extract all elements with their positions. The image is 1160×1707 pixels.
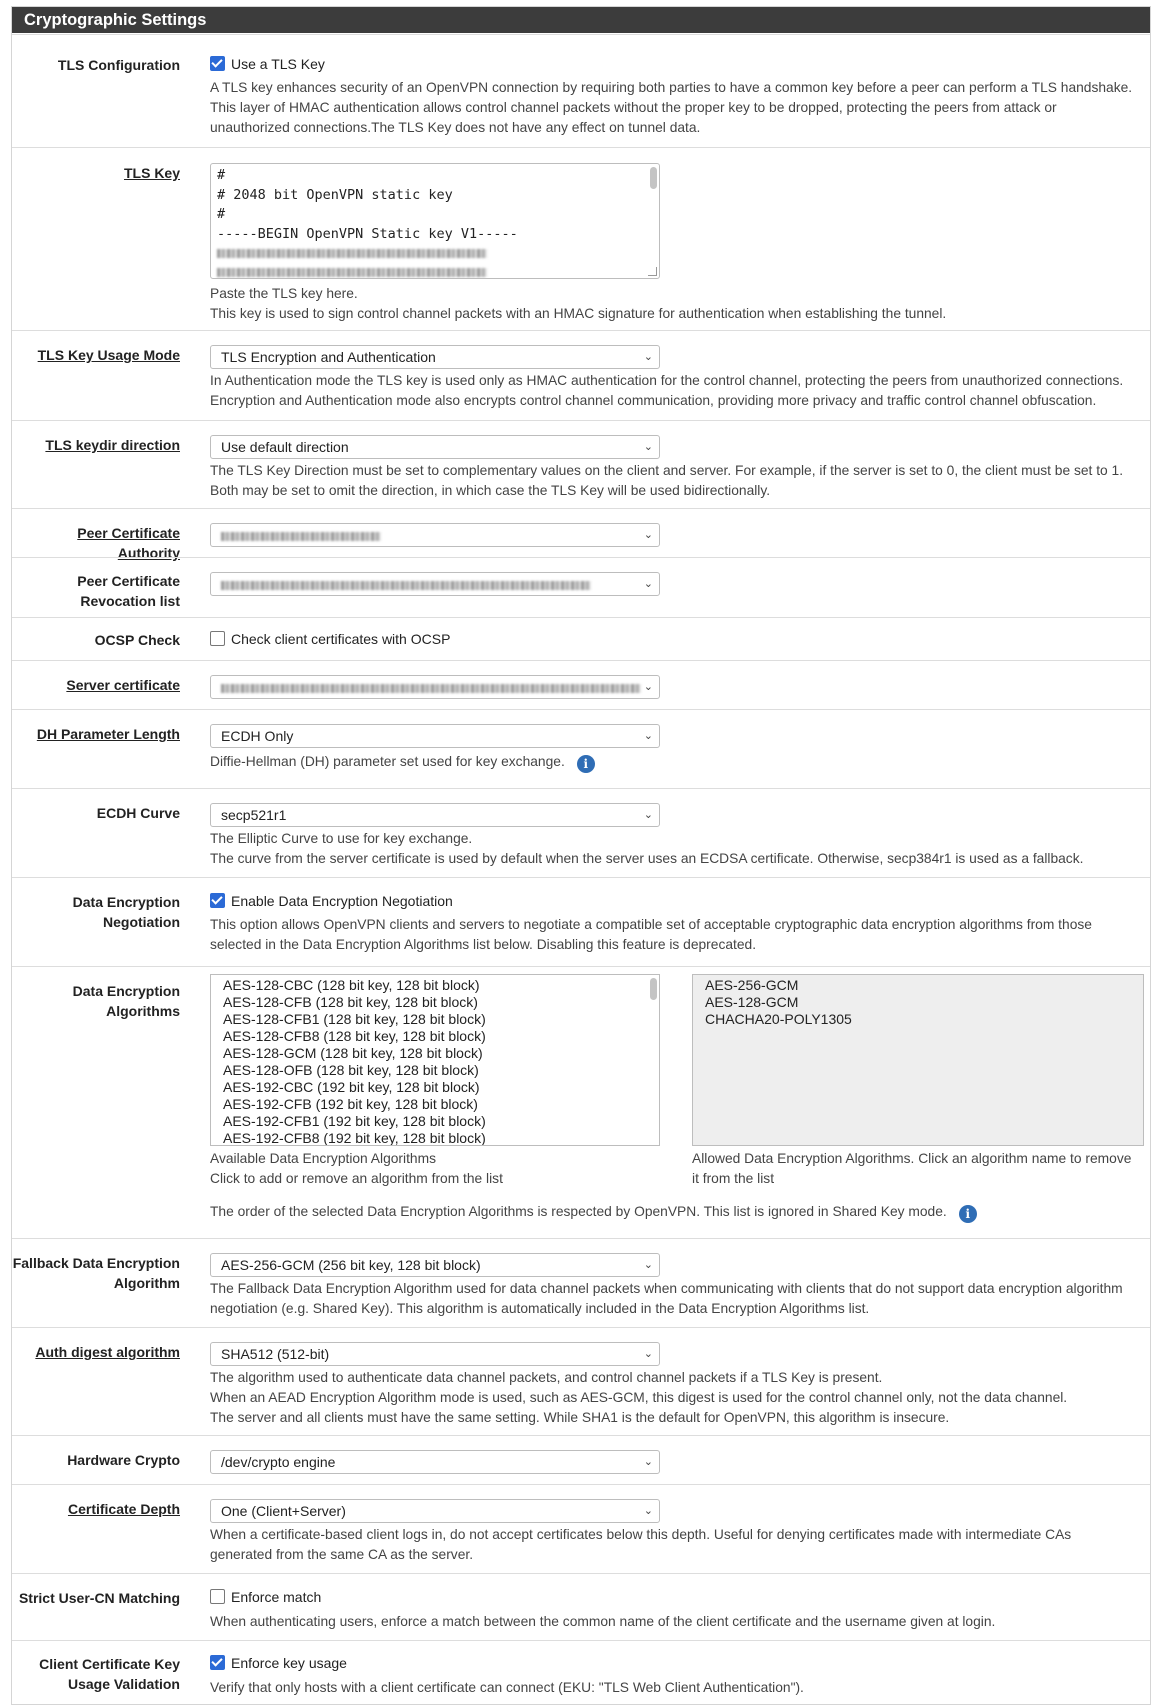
resize-handle-icon[interactable] [648, 267, 657, 276]
auth-digest-help: The algorithm used to authenticate data channel packets, and control channel packets if a TLS Key is present. When an AEAD Encryption Algorithm mode is used, such as AES-GCM, this digest is used for the control channel only, not the data channel. The server and all clients must have the same setting. While SHA1 is the default for OpenVPN, this algorithm is insecure. [210, 1370, 1068, 1425]
redacted-key-line [217, 264, 653, 280]
use-tls-key-checkbox[interactable]: Use a TLS Key [210, 56, 325, 73]
allowed-algorithms-help: Allowed Data Encryption Algorithms. Click an algorithm name to remove it from the list [692, 1151, 1132, 1186]
hardware-crypto-select[interactable]: /dev/crypto engine ⌄ [210, 1450, 660, 1474]
info-circle-icon[interactable]: i [959, 1205, 977, 1223]
dh-parameter-length-select[interactable]: ECDH Only ⌄ [210, 724, 660, 748]
redacted-value [221, 684, 641, 693]
client-key-usage-label: Client Certificate Key Usage Validation [39, 1656, 180, 1692]
chevron-down-icon: ⌄ [643, 681, 653, 693]
dh-help: Diffie-Hellman (DH) parameter set used for key exchange. i [210, 752, 595, 773]
info-circle-icon[interactable]: i [577, 755, 595, 773]
row-dh-parameter-length [12, 709, 1150, 789]
redacted-key-line [217, 244, 653, 264]
scrollbar[interactable] [650, 978, 657, 1000]
row-tls-configuration [12, 34, 1150, 148]
chevron-down-icon: ⌄ [643, 351, 653, 363]
enforce-match-checkbox[interactable]: Enforce match [210, 1589, 321, 1606]
list-item[interactable]: AES-128-GCM (128 bit key, 128 bit block) [223, 1045, 483, 1061]
chevron-down-icon: ⌄ [643, 578, 653, 590]
row-client-key-usage [12, 1640, 1150, 1705]
list-item[interactable]: AES-128-CFB (128 bit key, 128 bit block) [223, 994, 478, 1010]
tls-key-help: Paste the TLS key here. This key is used to sign control channel packets with an HMAC signature for authentication when establishing the tunnel. [210, 286, 947, 321]
server-certificate-label[interactable]: Server certificate [66, 677, 180, 693]
row-tls-key [12, 147, 1150, 331]
chevron-down-icon: ⌄ [643, 730, 653, 742]
data-encryption-algorithms-label: Data Encryption Algorithms [72, 983, 180, 1019]
row-server-certificate [12, 660, 1150, 710]
certificate-depth-select[interactable]: One (Client+Server) ⌄ [210, 1499, 660, 1523]
hardware-crypto-label: Hardware Crypto [67, 1452, 180, 1468]
tls-configuration-help: A TLS key enhances security of an OpenVPN connection by requiring both parties to have a common key before a peer can perform a TLS handshake. This layer of HMAC authentication allows control channel packets without the proper key to be dropped, protecting the peers from attack or unauthorized connections.The TLS Key does not have any effect on tunnel data. [210, 80, 1133, 135]
row-data-encryption-negotiation [12, 877, 1150, 967]
chevron-down-icon: ⌄ [643, 1348, 653, 1360]
chevron-down-icon: ⌄ [643, 529, 653, 541]
algorithms-order-help: The order of the selected Data Encryption Algorithms is respected by OpenVPN. This list is ignored in Shared Key mode. i [210, 1202, 977, 1223]
available-algorithms-list[interactable] [210, 974, 660, 1146]
ocsp-check-label: OCSP Check [94, 632, 180, 648]
tls-keydir-help: The TLS Key Direction must be set to complementary values on the client and server. For example, if the server is set to 0, the client must be set to 1. Both may be set to omit the direction, in which case the TLS Key will be used bidirectionally. [210, 463, 1124, 498]
tls-key-usage-mode-label[interactable]: TLS Key Usage Mode [37, 347, 180, 363]
ecdh-curve-select[interactable]: secp521r1 ⌄ [210, 803, 660, 827]
list-item[interactable]: AES-192-CFB8 (192 bit key, 128 bit block) [223, 1130, 486, 1146]
client-key-usage-help: Verify that only hosts with a client certificate can connect (EKU: "TLS Web Client Authentication"). [210, 1680, 804, 1695]
chevron-down-icon: ⌄ [643, 441, 653, 453]
list-item[interactable]: AES-192-CFB (192 bit key, 128 bit block) [223, 1096, 478, 1112]
peer-ca-label[interactable]: Peer Certificate Authority [77, 525, 180, 561]
row-strict-user-cn [12, 1573, 1150, 1641]
fallback-algorithm-help: The Fallback Data Encryption Algorithm used for data channel packets when communicating with clients that do not support data encryption algorithm negotiation (e.g. Shared Key). This algorithm is automatically included in the Data Encryption Algorithms list. [210, 1281, 1123, 1316]
row-auth-digest [12, 1327, 1150, 1436]
list-item[interactable]: AES-128-GCM [705, 994, 799, 1010]
enforce-key-usage-checkbox[interactable]: Enforce key usage [210, 1655, 347, 1672]
chevron-down-icon: ⌄ [643, 1505, 653, 1517]
tls-key-textarea[interactable]: # # 2048 bit OpenVPN static key # -----BEGIN OpenVPN Static key V1----- [210, 163, 660, 279]
strict-user-cn-help: When authenticating users, enforce a match between the common name of the client certificate and the username given at login. [210, 1614, 996, 1629]
tls-key-usage-mode-select[interactable]: TLS Encryption and Authentication ⌄ [210, 345, 660, 369]
ecdh-help: The Elliptic Curve to use for key exchange. The curve from the server certificate is used by default when the server uses an ECDSA certificate. Otherwise, secp384r1 is used as a fallback. [210, 831, 1084, 866]
data-encryption-negotiation-help: This option allows OpenVPN clients and servers to negotiate a compatible set of acceptable cryptographic data encryption algorithms from those selected in the Data Encryption Algorithms list below. Disabling this feature is deprecated. [210, 917, 1092, 952]
server-certificate-select[interactable] [210, 675, 660, 699]
auth-digest-select[interactable]: SHA512 (512-bit) ⌄ [210, 1342, 660, 1366]
peer-crl-label: Peer Certificate Revocation list [77, 573, 180, 609]
certificate-depth-help: When a certificate-based client logs in, do not accept certificates below this depth. Useful for denying certificates made with intermediate CAs generated from the same CA as the server. [210, 1527, 1072, 1562]
checkbox-unchecked-icon[interactable] [210, 631, 225, 646]
strict-user-cn-label: Strict User-CN Matching [18, 1590, 180, 1606]
dh-parameter-length-label[interactable]: DH Parameter Length [36, 726, 180, 742]
ecdh-curve-label: ECDH Curve [96, 805, 180, 821]
list-item[interactable]: AES-128-CBC (128 bit key, 128 bit block) [223, 977, 480, 993]
row-certificate-depth [12, 1484, 1150, 1574]
fallback-algorithm-label: Fallback Data Encryption Algorithm [12, 1255, 180, 1291]
redacted-value [221, 581, 591, 590]
ocsp-checkbox[interactable]: Check client certificates with OCSP [210, 631, 450, 648]
row-peer-crl [12, 557, 1150, 618]
allowed-algorithms-list[interactable] [692, 974, 1144, 1146]
tls-keydir-label[interactable]: TLS keydir direction [45, 437, 180, 453]
list-item[interactable]: AES-192-CFB1 (192 bit key, 128 bit block) [223, 1113, 486, 1129]
available-algorithms-help: Available Data Encryption Algorithms Click to add or remove an algorithm from the list [210, 1151, 503, 1186]
data-encryption-negotiation-label: Data Encryption Negotiation [72, 894, 180, 930]
row-tls-keydir [12, 420, 1150, 509]
data-encryption-negotiation-checkbox[interactable]: Enable Data Encryption Negotiation [210, 893, 453, 910]
tls-configuration-label: TLS Configuration [57, 57, 180, 73]
list-item[interactable]: AES-128-CFB8 (128 bit key, 128 bit block) [223, 1028, 486, 1044]
chevron-down-icon: ⌄ [643, 809, 653, 821]
fallback-algorithm-select[interactable]: AES-256-GCM (256 bit key, 128 bit block) ⌄ [210, 1253, 660, 1277]
checkbox-checked-icon[interactable] [210, 56, 225, 71]
row-tls-key-usage-mode [12, 330, 1150, 421]
certificate-depth-label[interactable]: Certificate Depth [67, 1501, 180, 1517]
row-hardware-crypto [12, 1435, 1150, 1485]
auth-digest-label[interactable]: Auth digest algorithm [35, 1344, 180, 1360]
row-peer-ca [12, 508, 1150, 561]
scrollbar[interactable] [650, 167, 657, 189]
row-fallback-data-encryption [12, 1238, 1150, 1328]
list-item[interactable]: AES-256-GCM [705, 977, 799, 993]
row-data-encryption-algorithms [12, 966, 1150, 1239]
tls-key-usage-help: In Authentication mode the TLS key is used only as HMAC authentication for the control channel, protecting the peers from unauthorized connections. Encryption and Authentication mode also encrypts control channel communication, providing more privacy and traffic control channel obfuscation. [210, 373, 1124, 408]
tls-keydir-select[interactable]: Use default direction ⌄ [210, 435, 660, 459]
checkbox-checked-icon[interactable] [210, 893, 225, 908]
list-item[interactable]: AES-128-OFB (128 bit key, 128 bit block) [223, 1062, 479, 1078]
redacted-value [221, 532, 381, 541]
tls-key-label[interactable]: TLS Key [123, 165, 180, 181]
cryptographic-settings-panel [11, 6, 1151, 1705]
peer-ca-select[interactable] [210, 523, 660, 547]
chevron-down-icon: ⌄ [643, 1456, 653, 1468]
checkbox-unchecked-icon[interactable] [210, 1589, 225, 1604]
panel-title: Cryptographic Settings [12, 7, 1150, 33]
row-ecdh-curve [12, 788, 1150, 878]
list-item[interactable]: AES-192-CBC (192 bit key, 128 bit block) [223, 1079, 480, 1095]
row-ocsp-check [12, 617, 1150, 661]
peer-crl-select[interactable] [210, 572, 660, 596]
list-item[interactable]: CHACHA20-POLY1305 [705, 1011, 852, 1027]
chevron-down-icon: ⌄ [643, 1259, 653, 1271]
checkbox-checked-icon[interactable] [210, 1655, 225, 1670]
list-item[interactable]: AES-128-CFB1 (128 bit key, 128 bit block) [223, 1011, 486, 1027]
